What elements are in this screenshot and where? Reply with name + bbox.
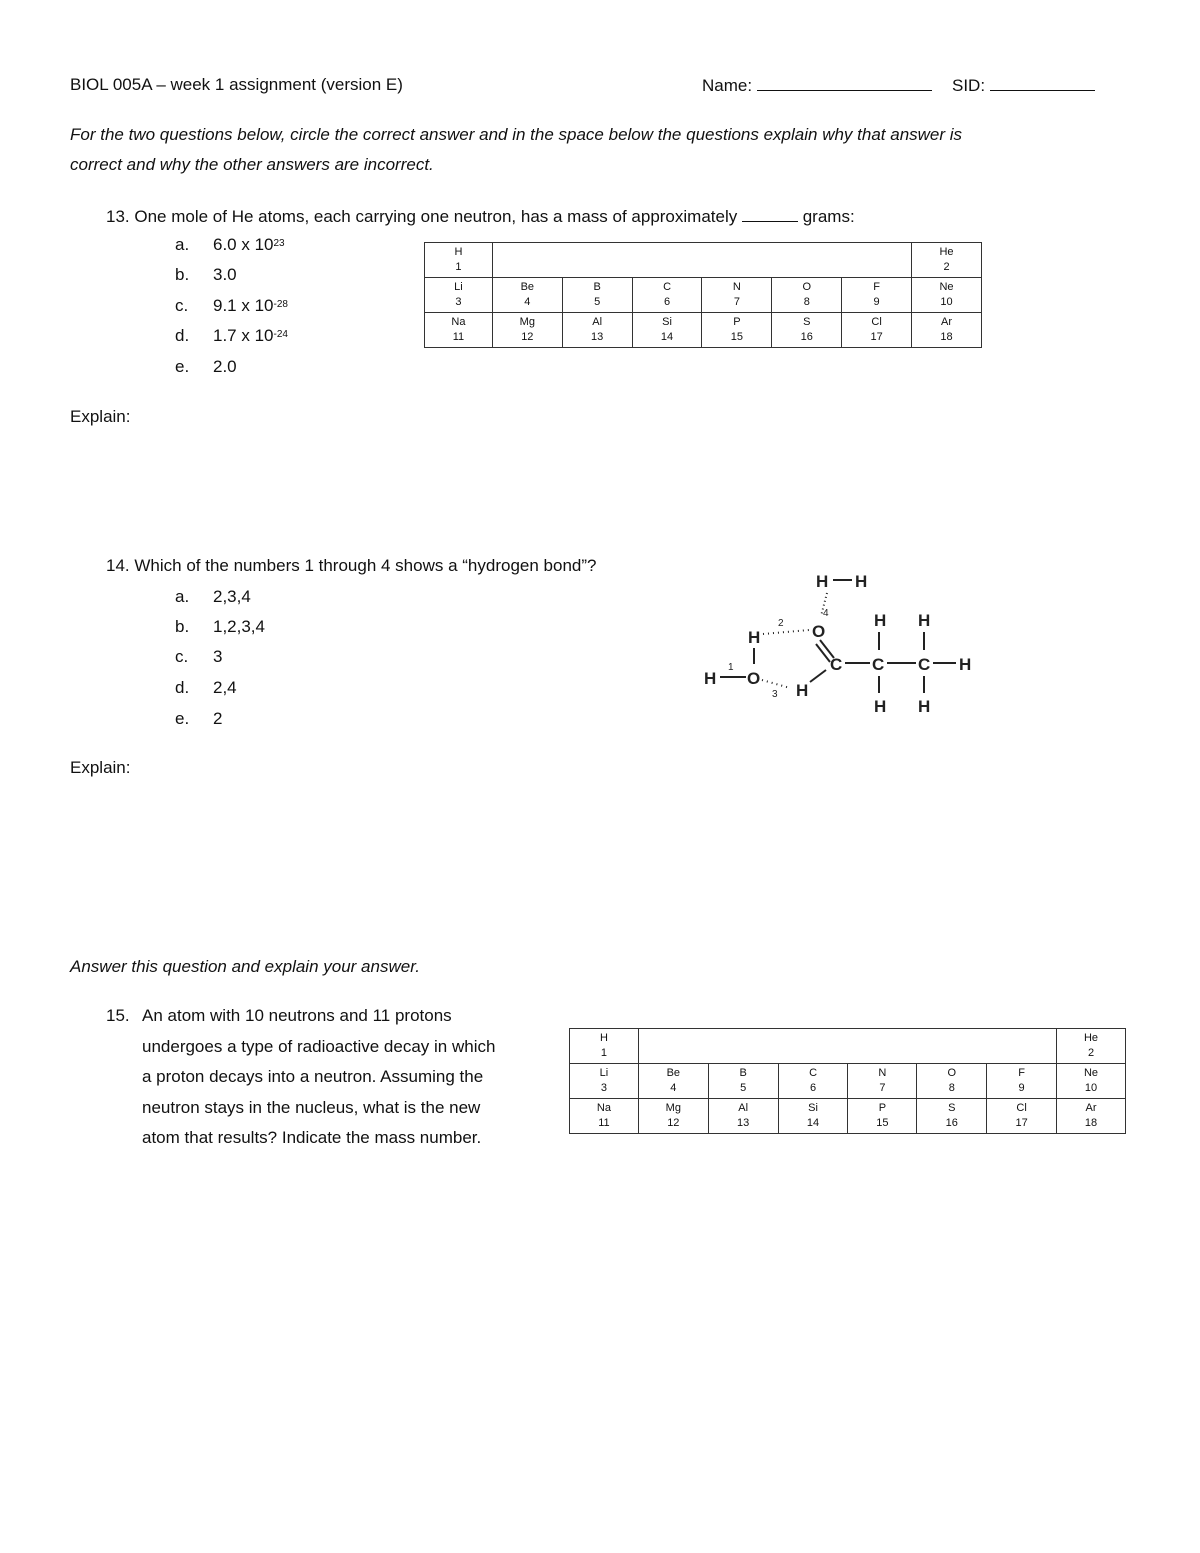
q15-line: a proton decays into a neutron. Assuming the (142, 1067, 484, 1086)
q14-option-a[interactable] (175, 586, 475, 608)
element-symbol: Mg (492, 313, 562, 331)
atom-c: C (918, 655, 931, 674)
q13-option-exp: -28 (273, 299, 288, 310)
bond-line (816, 644, 830, 662)
instructions-line2: correct and why the other answers are incorrect. (70, 155, 434, 174)
q15-line: An atom with 10 neutrons and 11 protons (142, 1006, 452, 1025)
element-symbol: Li (570, 1064, 639, 1082)
q14-option-b[interactable] (175, 616, 475, 638)
element-number: 8 (917, 1081, 987, 1099)
q13-option-base: 3.0 (213, 265, 237, 284)
element-number: 4 (492, 295, 562, 313)
element-number: 3 (570, 1081, 639, 1099)
q15-line: undergoes a type of radioactive decay in which (142, 1036, 496, 1056)
atom-c: C (830, 655, 843, 674)
element-symbol: Cl (987, 1099, 1057, 1117)
course-title: BIOL 005A – week 1 assignment (version E) (70, 75, 403, 94)
q13-blank[interactable] (742, 205, 798, 222)
element-number: 14 (778, 1116, 848, 1134)
q14-option-c[interactable] (175, 646, 475, 668)
element-number: 15 (848, 1116, 917, 1134)
element-number: 2 (1057, 1046, 1126, 1064)
q13-option-base: 2.0 (213, 357, 237, 376)
element-symbol: Si (778, 1099, 848, 1117)
q14-stem (106, 555, 596, 577)
q14-option-letter: e. (175, 709, 190, 728)
element-number: 10 (1057, 1081, 1126, 1099)
element-symbol: O (772, 278, 842, 296)
element-symbol: Ar (912, 313, 982, 331)
atom-h: H (816, 572, 829, 591)
atom-h: H (959, 655, 972, 674)
bond-number-1: 1 (728, 662, 734, 673)
element-number: 11 (425, 330, 493, 348)
q13-explain-label: Explain: (70, 407, 131, 426)
element-number: 12 (492, 330, 562, 348)
hydrogen-bond-diagram (690, 560, 990, 720)
q13-option-letter: c. (175, 296, 189, 315)
q13-option-letter: d. (175, 326, 190, 345)
element-symbol: H (570, 1029, 639, 1047)
element-number: 7 (702, 295, 772, 313)
q13-option-exp: 23 (273, 238, 285, 249)
q13-explain-area[interactable] (70, 432, 1110, 542)
element-symbol: B (708, 1064, 778, 1082)
q14-option-letter: b. (175, 617, 190, 636)
element-symbol: Ar (1057, 1099, 1126, 1117)
element-number: 16 (772, 330, 842, 348)
element-number: 17 (987, 1116, 1057, 1134)
q15-line: atom that results? Indicate the mass number. (142, 1128, 482, 1147)
q15-answer-area[interactable] (70, 1160, 1110, 1500)
element-symbol: Al (708, 1099, 778, 1117)
q14-explain-area[interactable] (70, 783, 1110, 943)
q14-option-text: 2 (213, 709, 223, 728)
q14-text: Which of the numbers 1 through 4 shows a “hydrogen bond”? (134, 556, 597, 575)
element-number: 1 (425, 260, 493, 278)
element-symbol: Li (425, 278, 493, 296)
atom-h: H (704, 669, 717, 688)
element-number: 18 (1057, 1116, 1126, 1134)
q13-text: One mole of He atoms, each carrying one neutron, has a mass of approximately (134, 207, 738, 226)
q15-line: neutron stays in the nucleus, what is the new (142, 1097, 481, 1117)
element-symbol: S (917, 1099, 987, 1117)
element-number: 18 (912, 330, 982, 348)
element-symbol: Si (632, 313, 702, 331)
element-symbol: Be (492, 278, 562, 296)
q13-option-letter: e. (175, 357, 190, 376)
instructions: For the two questions below, circle the correct answer and in the space below the questions explain why that answer is (70, 125, 963, 144)
sid-field[interactable] (990, 72, 1095, 91)
element-symbol: Be (638, 1064, 708, 1082)
element-number: 17 (842, 330, 912, 348)
q14-option-letter: c. (175, 647, 189, 666)
element-symbol: Ne (1057, 1064, 1126, 1082)
element-symbol: H (425, 243, 493, 261)
name-label-text: Name: (702, 76, 753, 95)
bond-number-2: 2 (778, 618, 784, 629)
element-symbol: P (848, 1099, 917, 1117)
q14-option-text: 2,3,4 (213, 587, 251, 606)
element-number: 7 (848, 1081, 917, 1099)
q15-number: 15. (106, 1006, 130, 1025)
q13-number: 13. (106, 207, 130, 226)
q14-option-letter: a. (175, 587, 190, 606)
element-number: 2 (912, 260, 982, 278)
atom-h: H (918, 611, 931, 630)
dotted-bond-3 (762, 680, 790, 688)
element-symbol: O (917, 1064, 987, 1082)
q14-explain-label: Explain: (70, 758, 131, 777)
element-number: 5 (708, 1081, 778, 1099)
q15-text (142, 1001, 562, 1154)
element-number: 9 (842, 295, 912, 313)
element-symbol: S (772, 313, 842, 331)
q14-option-text: 3 (213, 647, 223, 666)
element-symbol: Mg (638, 1099, 708, 1117)
atom-o: O (812, 622, 826, 641)
element-number: 3 (425, 295, 493, 313)
q14-option-e[interactable] (175, 708, 475, 730)
element-number: 12 (638, 1116, 708, 1134)
q13-option-base: 1.7 x 10 (213, 326, 274, 345)
element-symbol: Cl (842, 313, 912, 331)
q13-option-letter: b. (175, 265, 190, 284)
element-number: 6 (778, 1081, 848, 1099)
element-number: 11 (570, 1116, 639, 1134)
q13-option-exp: -24 (273, 329, 288, 340)
atom-h: H (874, 697, 887, 716)
element-symbol: B (562, 278, 632, 296)
q14-option-text: 1,2,3,4 (213, 617, 265, 636)
name-field[interactable] (757, 72, 932, 91)
element-symbol: C (632, 278, 702, 296)
element-number: 5 (562, 295, 632, 313)
sid-label (952, 72, 1095, 97)
q14-option-d[interactable] (175, 677, 475, 699)
element-symbol: Na (570, 1099, 639, 1117)
element-number: 9 (987, 1081, 1057, 1099)
element-number: 16 (917, 1116, 987, 1134)
q13-stem (106, 205, 855, 228)
q14-option-letter: d. (175, 678, 190, 697)
element-symbol: F (842, 278, 912, 296)
element-symbol: F (987, 1064, 1057, 1082)
element-number: 6 (632, 295, 702, 313)
atom-o: O (747, 669, 761, 688)
element-number: 13 (562, 330, 632, 348)
atom-c: C (872, 655, 885, 674)
q15-instructions: Answer this question and explain your answer. (70, 957, 420, 976)
element-symbol: N (848, 1064, 917, 1082)
bond-number-3: 3 (772, 689, 778, 700)
element-symbol: C (778, 1064, 848, 1082)
atom-h: H (855, 572, 868, 591)
atom-h: H (748, 628, 761, 647)
q14-option-text: 2,4 (213, 678, 237, 697)
atom-h: H (918, 697, 931, 716)
periodic-table-q15 (569, 1028, 1126, 1134)
element-symbol: He (1057, 1029, 1126, 1047)
element-symbol: He (912, 243, 982, 261)
dotted-bond-2 (763, 630, 809, 634)
element-number: 1 (570, 1046, 639, 1064)
q14-number: 14. (106, 556, 130, 575)
element-number: 8 (772, 295, 842, 313)
q13-option-base: 6.0 x 10 (213, 235, 274, 254)
element-number: 10 (912, 295, 982, 313)
element-symbol: P (702, 313, 772, 331)
sid-label-text: SID: (952, 76, 986, 95)
atom-h: H (874, 611, 887, 630)
q13-option-e[interactable] (175, 356, 475, 378)
q13-option-base: 9.1 x 10 (213, 296, 274, 315)
element-number: 15 (702, 330, 772, 348)
atom-h: H (796, 681, 809, 700)
bond-number-4: 4 (823, 608, 829, 619)
q13-text-after: grams: (802, 207, 855, 226)
element-symbol: Ne (912, 278, 982, 296)
name-label (702, 72, 932, 97)
element-symbol: Al (562, 313, 632, 331)
element-symbol: Na (425, 313, 493, 331)
bond-line (810, 670, 826, 682)
periodic-table-q13 (424, 242, 982, 348)
q13-option-letter: a. (175, 235, 190, 254)
element-symbol: N (702, 278, 772, 296)
element-number: 4 (638, 1081, 708, 1099)
element-number: 14 (632, 330, 702, 348)
element-number: 13 (708, 1116, 778, 1134)
